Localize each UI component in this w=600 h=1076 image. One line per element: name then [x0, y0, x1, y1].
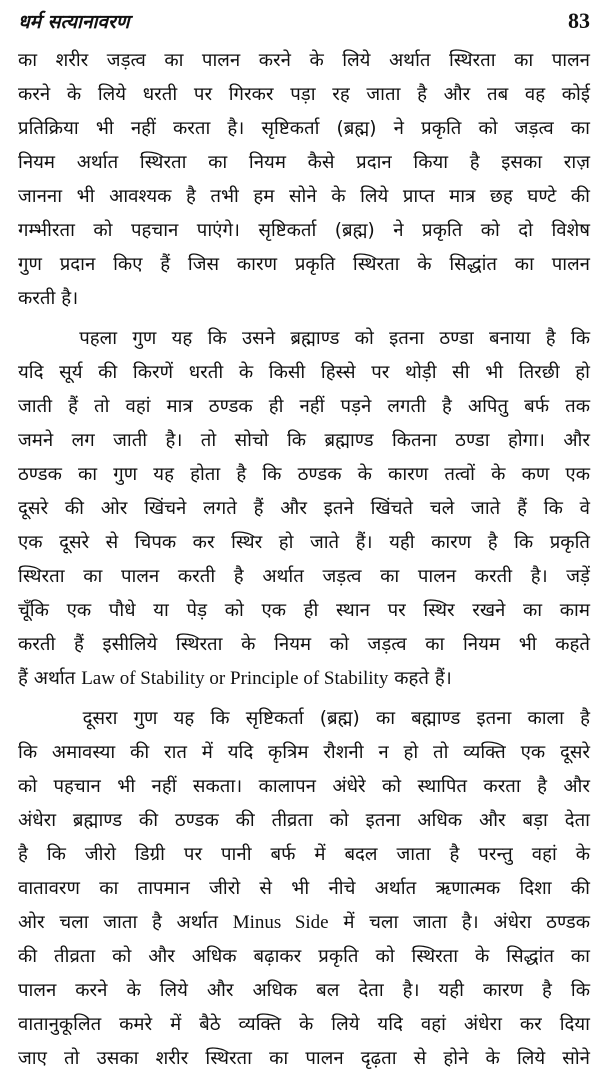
- text-line: ठण्डक का गुण यह होता है कि ठण्डक के कारण तत्वों के कण एक: [18, 464, 590, 485]
- text-line: दूसरे की ओर खिंचने लगते हैं और इतने खिंचते चले जाते हैं कि वे: [18, 498, 590, 519]
- paragraph-1: [18, 44, 590, 316]
- paragraph-2: [18, 322, 590, 696]
- text-line-mixed: [18, 906, 590, 940]
- english-phrase: Minus Side: [232, 912, 329, 933]
- paragraph-3: [18, 702, 590, 1076]
- text-line: है कि जीरो डिग्री पर पानी बर्फ में बदल जाता है परन्तु वहां के: [18, 844, 590, 865]
- text-segment: ओर चला जाता है अर्थात: [18, 912, 233, 933]
- text-line: को पहचान भी नहीं सकता। कालापन अंधेरे को स्थापित करता है और: [18, 776, 590, 797]
- text-line: अंधेरा ब्रह्माण्ड की ठण्डक की तीव्रता को इतना अधिक और बड़ा देता: [18, 810, 590, 831]
- page-header: [18, 8, 590, 44]
- page-number: 83: [568, 8, 590, 33]
- text-line: वातावरण का तापमान जीरो से भी नीचे अर्थात ऋणात्मक दिशा की: [18, 878, 590, 899]
- text-line: जाए तो उसका शरीर स्थिरता का पालन दृढ़ता से होने के लिये सोने: [18, 1048, 590, 1069]
- text-line: पालन करने के लिये और अधिक बल देता है। यही कारण है कि: [18, 980, 590, 1001]
- text-line: पहला गुण यह कि उसने ब्रह्माण्ड को इतना ठण्डा बनाया है कि: [18, 328, 590, 349]
- text-line: स्थिरता का पालन करती है अर्थात जड़त्व का पालन करती है। जड़ें: [18, 566, 590, 587]
- english-phrase: Law of Stability or Principle of Stability: [81, 668, 389, 689]
- text-line: दूसरा गुण यह कि सृष्टिकर्ता (ब्रह्म) का बह्माण्ड इतना काला है: [18, 708, 590, 729]
- text-segment: में चला जाता है। अंधेरा ठण्डक: [328, 912, 591, 933]
- text-line: कि अमावस्या की रात में यदि कृत्रिम रौशनी न हो तो व्यक्ति एक दूसरे: [18, 742, 590, 763]
- text-line: गुण प्रदान किए हैं जिस कारण प्रकृति स्थिरता के सिद्धांत का पालन: [18, 254, 590, 275]
- text-line: चूँकि एक पौधे या पेड़ को एक ही स्थान पर स्थिर रखने का काम: [18, 600, 590, 621]
- text-line: करती हैं इसीलिये स्थिरता के नियम को जड़त्व का नियम भी कहते: [18, 634, 590, 655]
- running-head: धर्म सत्यानावरण: [18, 11, 130, 33]
- text-line: जानना भी आवश्यक है तभी हम सोने के लिये प्राप्त मात्र छह घण्टे की: [18, 186, 590, 207]
- text-line: प्रतिक्रिया भी नहीं करता है। सृष्टिकर्ता (ब्रह्म) ने प्रकृति को जड़त्व का: [18, 118, 590, 139]
- text-line: जाती हैं तो वहां मात्र ठण्डक ही नहीं पड़ने लगती है अपितु बर्फ तक: [18, 396, 590, 417]
- text-line: की तीव्रता को और अधिक बढ़ाकर प्रकृति को स्थिरता के सिद्धांत का: [18, 946, 590, 967]
- text-segment: कहते हैं।: [388, 668, 452, 689]
- text-line: एक दूसरे से चिपक कर स्थिर हो जाते हैं। यही कारण है कि प्रकृति: [18, 532, 590, 553]
- text-line: करती है।: [18, 288, 79, 309]
- text-line: वातानुकूलित कमरे में बैठे व्यक्ति के लिये यदि वहां अंधेरा कर दिया: [18, 1014, 590, 1035]
- text-line: नियम अर्थात स्थिरता का नियम कैसे प्रदान किया है इसका राज़: [18, 152, 590, 173]
- text-line: जमने लग जाती है। तो सोचो कि ब्रह्माण्ड कितना ठण्डा होगा। और: [18, 430, 590, 451]
- text-line: यदि सूर्य की किरणें धरती के किसी हिस्से पर थोड़ी सी भी तिरछी हो: [18, 362, 590, 383]
- text-line: करने के लिये धरती पर गिरकर पड़ा रह जाता है और तब वह कोई: [18, 84, 590, 105]
- text-line: का शरीर जड़त्व का पालन करने के लिये अर्थात स्थिरता का पालन: [18, 50, 590, 71]
- text-segment: हैं अर्थात: [18, 668, 82, 689]
- text-line: गम्भीरता को पहचान पाएंगे। सृष्टिकर्ता (ब्रह्म) ने प्रकृति को दो विशेष: [18, 220, 590, 241]
- text-line-mixed: [18, 662, 590, 696]
